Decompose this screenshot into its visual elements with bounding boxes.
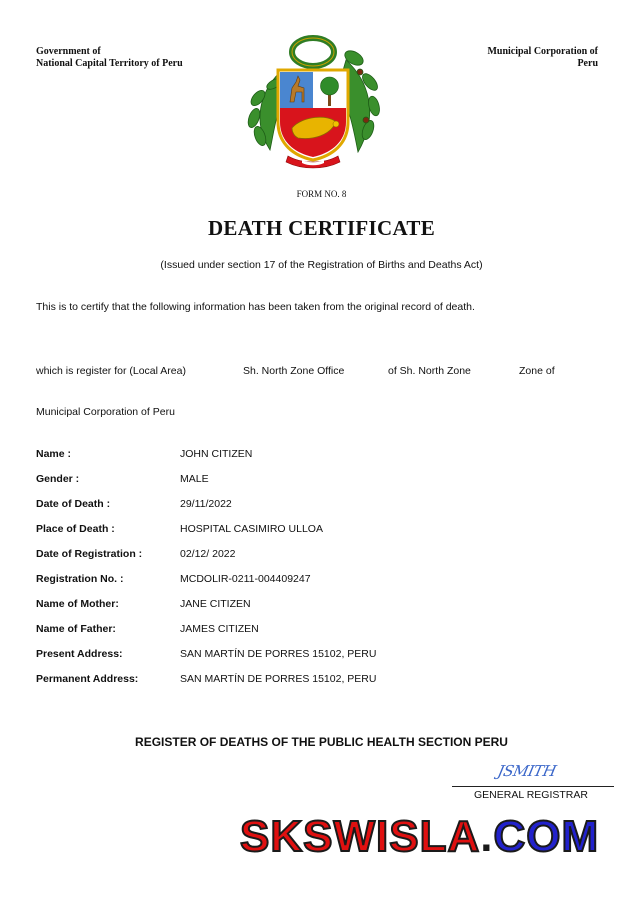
wreath-crown [292,38,334,66]
area-line-part1: which is register for (Local Area) [36,365,186,377]
field-label: Name of Mother: [36,598,119,610]
field-label: Name of Father: [36,623,116,635]
signature-line [452,786,614,787]
field-label: Date of Death : [36,498,111,510]
field-value: 29/11/2022 [180,498,232,510]
field-value: MALE [180,473,209,485]
shield [278,70,348,160]
field-value: JOHN CITIZEN [180,448,253,460]
registrar-signature: JSMITH [496,762,558,780]
issuer-left-line1: Government of [36,46,101,57]
field-value: SAN MARTÍN DE PORRES 15102, PERU [180,673,377,685]
area-line-part3: of Sh. North Zone [388,365,471,377]
field-value: HOSPITAL CASIMIRO ULLOA [180,523,323,535]
field-value: JAMES CITIZEN [180,623,259,635]
field-value: SAN MARTÍN DE PORRES 15102, PERU [180,648,377,660]
register-heading: REGISTER OF DEATHS OF THE PUBLIC HEALTH SECTION PERU [135,735,508,749]
issuer-right [487,46,598,70]
issuer-left [36,46,183,70]
watermark-part2: COM [493,812,600,861]
field-label: Permanent Address: [36,673,139,685]
field-label: Present Address: [36,648,123,660]
field-value: 02/12/ 2022 [180,548,236,560]
watermark [240,812,599,862]
field-label: Gender : [36,473,80,485]
field-label: Registration No. : [36,573,124,585]
area-line-part4: Zone of [519,365,555,377]
issuer-right-line1: Municipal Corporation of [487,46,598,57]
municipal-line: Municipal Corporation of Peru [36,406,175,418]
issuer-left-line2: National Capital Territory of Peru [36,58,183,69]
form-number: FORM NO. 8 [296,189,347,199]
registrar-title: GENERAL REGISTRAR [474,789,588,801]
issuer-right-line2: Peru [577,58,598,69]
watermark-dot: . [480,812,494,861]
coat-of-arms-icon [240,32,386,172]
field-label: Date of Registration : [36,548,143,560]
field-label: Name : [36,448,72,460]
certify-statement: This is to certify that the following information has been taken from the original record of death. [36,301,475,313]
field-value: MCDOLIR-0211-004409247 [180,573,311,585]
document-title: DEATH CERTIFICATE [207,216,436,240]
area-line-part2: Sh. North Zone Office [243,365,345,377]
field-value: JANE CITIZEN [180,598,251,610]
watermark-part1: SKSWISLA [240,812,481,861]
issued-under-note: (Issued under section 17 of the Registration of Births and Deaths Act) [160,259,483,271]
field-label: Place of Death : [36,523,115,535]
